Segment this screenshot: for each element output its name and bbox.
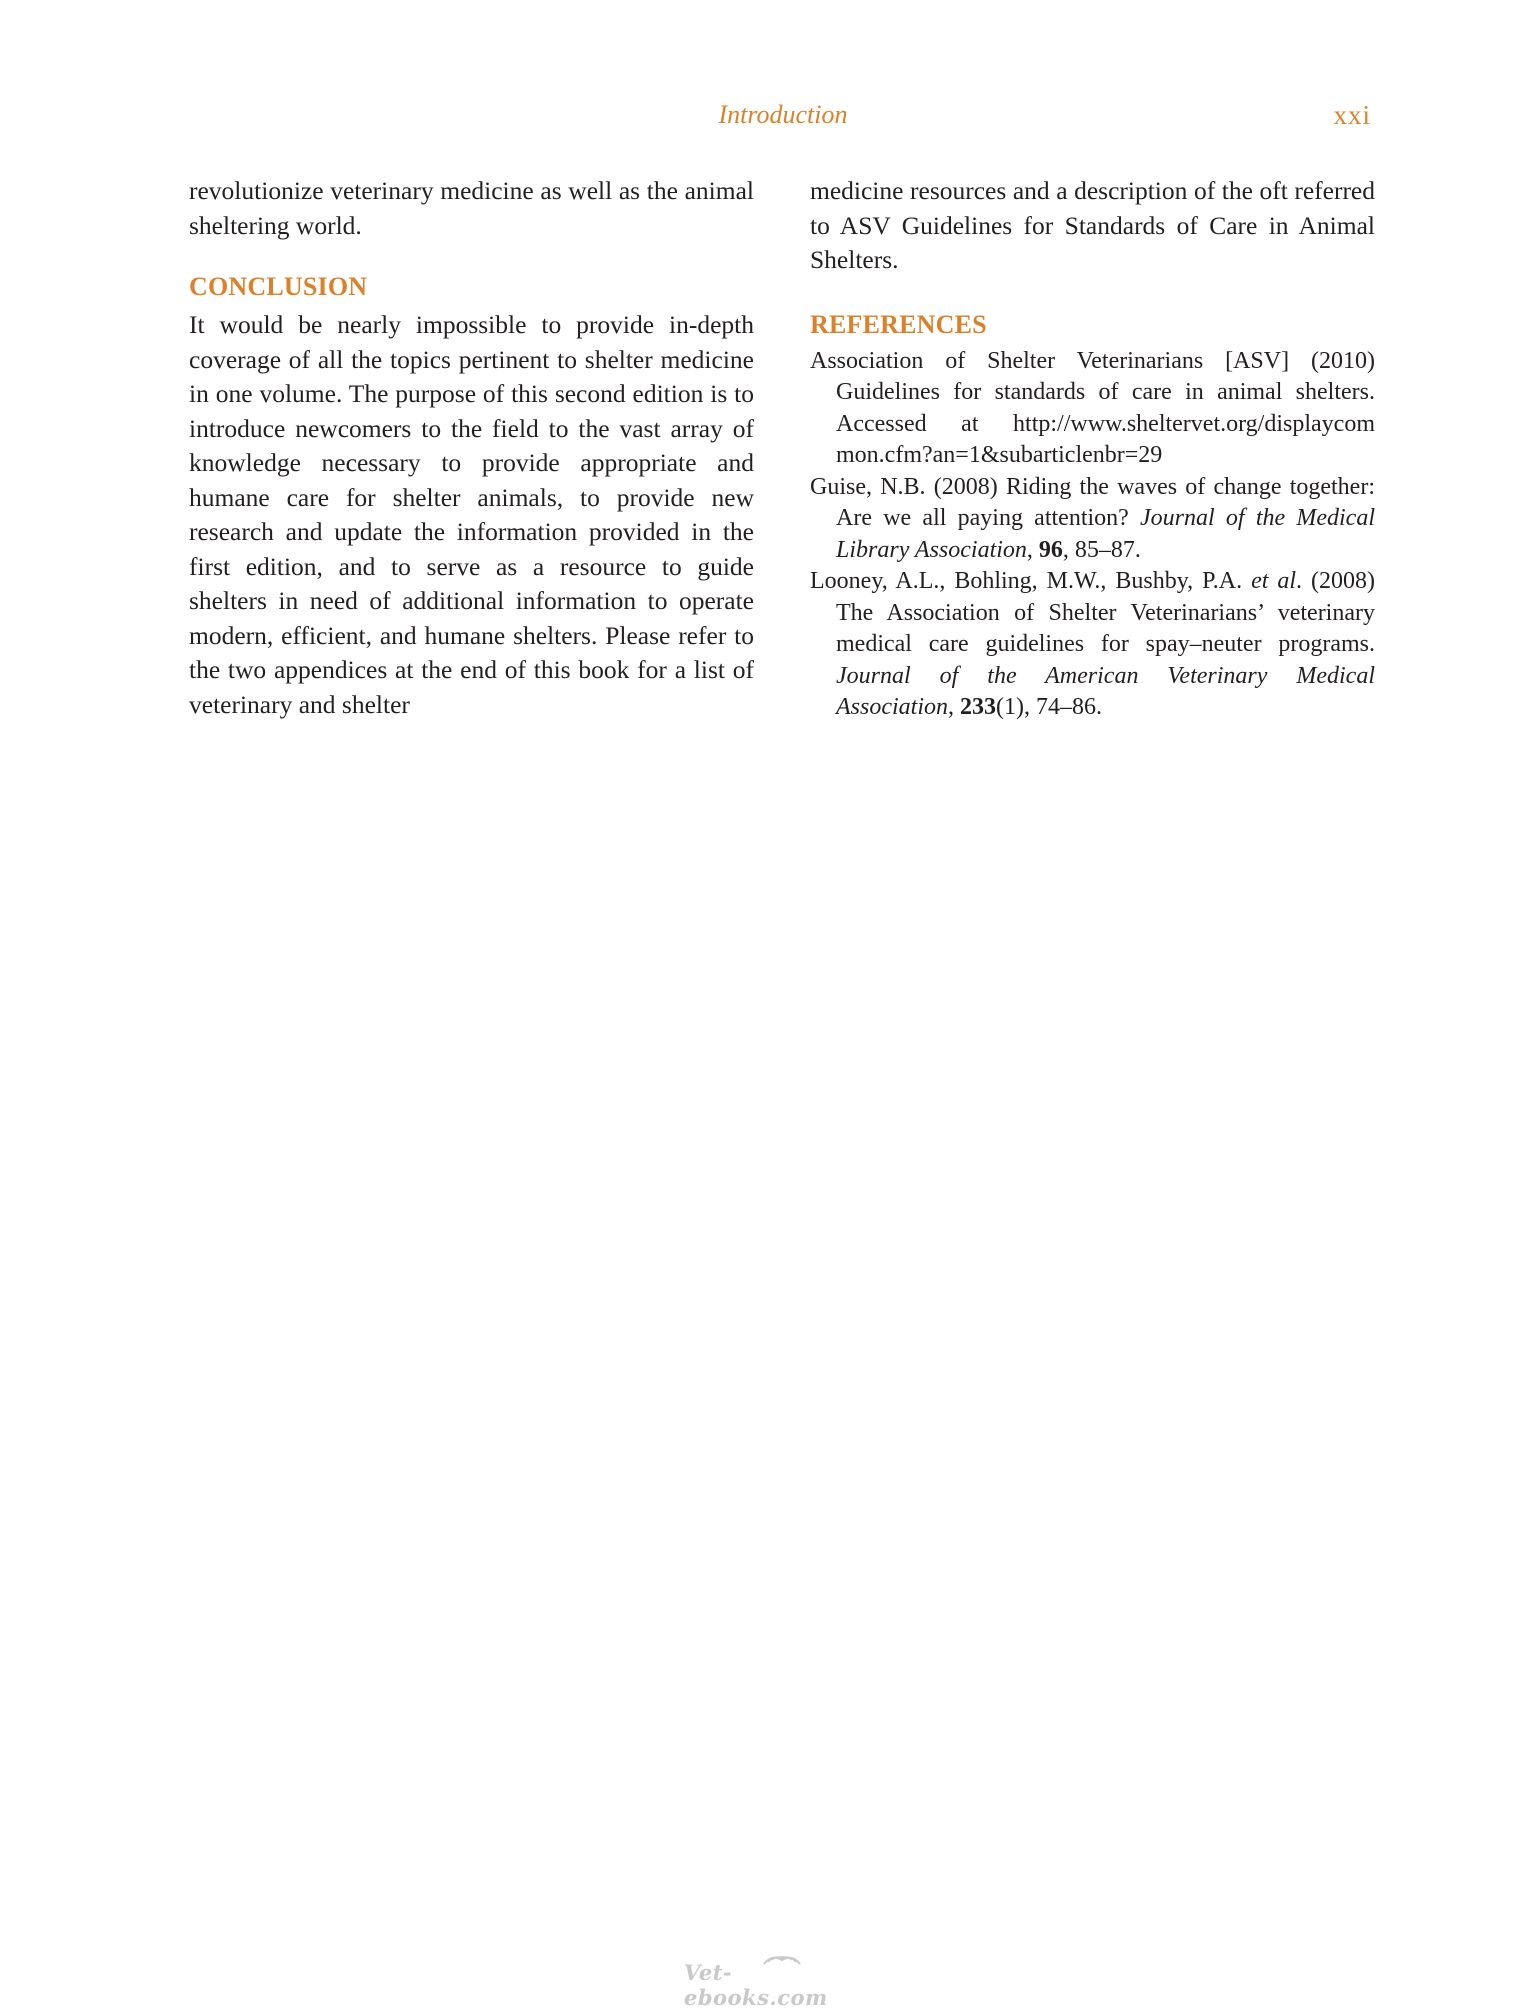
reference-item-asv — [810, 346, 1375, 472]
references-heading: REFERENCES — [810, 309, 987, 339]
reference-et-al: et al — [1251, 568, 1297, 594]
reference-separator: , — [1026, 536, 1039, 563]
continuation-paragraph: revolutionize veterinary medicine as well as the animal sheltering world. — [189, 176, 754, 240]
watermark — [684, 1960, 854, 2010]
reference-text: Association of Shelter Veterinarians [ASV] (2010) Guidelines for standards of care in animal shelters. Accessed at http://www.sheltervet.org/displaycom​mon.cfm?an=1&subarticlenbr=29 — [810, 347, 1375, 468]
reference-citation: Guise, N.B. (2008) Riding the waves of change together: Are we all paying attention? — [810, 473, 1375, 531]
conclusion-paragraph: It would be nearly impossible to provide in-depth coverage of all the topics pertinent to shelter medicine in one volume. The purpose of this second edition is to introduce newcomers to the field to the vast array of knowledge necessary to provide appropriate and humane care for shelter animals, to provide new research and update the information provided in the first edition, and to serve as a resource to guide shelters in need of additional information to operate modern, efficient, and humane shelters. Please refer to the two appendices at the end of this book for a list of veterinary and shelter — [189, 310, 754, 719]
watermark-text: Vet-ebooks.com — [684, 1960, 828, 2010]
page-number: xxi — [1333, 100, 1371, 130]
left-column — [189, 174, 754, 722]
running-head — [0, 100, 1533, 134]
reference-journal: Journal of the American Veterinary Medical Association — [836, 662, 1375, 720]
right-column — [810, 174, 1375, 724]
reference-volume: 96 — [1038, 536, 1063, 563]
reference-volume: 233 — [960, 694, 996, 720]
running-head-title: Introduction — [718, 100, 848, 129]
reference-item-guise — [810, 472, 1375, 567]
reference-issue-pages: (1), 74–86. — [996, 694, 1102, 720]
continuation-paragraph-right: medicine resources and a description of the oft referred to ASV Guidelines for Standards of Care in Animal Shelters. — [810, 176, 1375, 274]
reference-title: . (2008) The Association of Shelter Veterinarians’ veterinary medical care guidelines for spay–neuter programs. — [836, 568, 1375, 657]
reference-item-looney — [810, 566, 1375, 724]
reference-authors: Looney, A.L., Bohling, M.W., Bushby, P.A. — [810, 568, 1252, 594]
reference-separator: , — [948, 694, 960, 720]
book-pages-icon — [762, 1950, 802, 1966]
conclusion-heading: CONCLUSION — [189, 272, 368, 301]
reference-pages: , 85–87. — [1062, 536, 1141, 563]
reference-journal: Journal of the Medical Library Association — [836, 505, 1375, 563]
